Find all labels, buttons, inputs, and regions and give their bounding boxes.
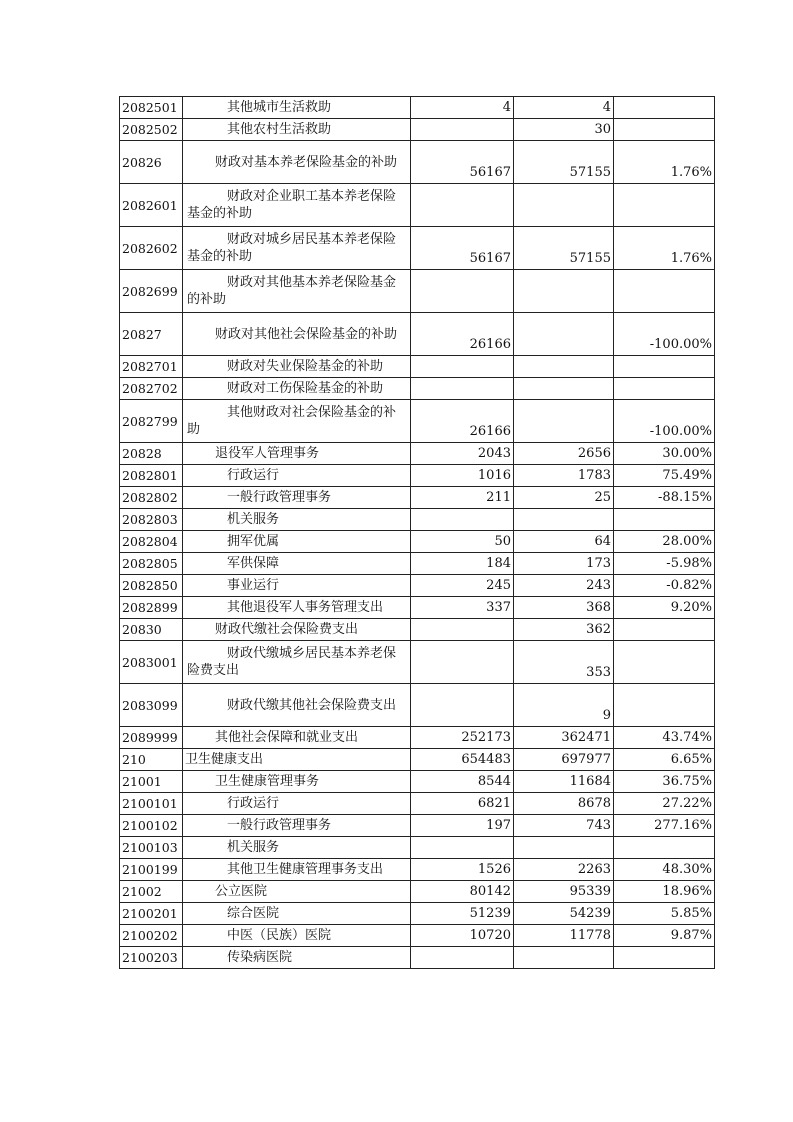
- row-value-2019-cell: 1526: [411, 859, 514, 881]
- table-row: [120, 793, 715, 815]
- row-value-2020-cell: 1783: [514, 465, 614, 487]
- row-name-cell: 行政运行: [183, 465, 411, 487]
- table-row: [120, 356, 715, 378]
- row-name-cell: 财政对失业保险基金的补助: [183, 356, 411, 378]
- row-value-2019-cell: 337: [411, 597, 514, 619]
- row-change-cell: -100.00%: [614, 313, 715, 356]
- row-name-cell: 拥军优属: [183, 531, 411, 553]
- row-code-cell: 2082501: [120, 97, 183, 119]
- table-row: [120, 727, 715, 749]
- row-value-2019-cell: 8544: [411, 771, 514, 793]
- row-code-cell: 2082502: [120, 119, 183, 141]
- row-name-cell: 其他退役军人事务管理支出: [183, 597, 411, 619]
- table-row: [120, 509, 715, 531]
- row-change-cell: -5.98%: [614, 553, 715, 575]
- row-value-2019-cell: [411, 947, 514, 969]
- row-value-2020-cell: 2656: [514, 443, 614, 465]
- row-name-cell: 其他社会保障和就业支出: [183, 727, 411, 749]
- row-value-2019-cell: [411, 356, 514, 378]
- row-name-cell: 财政代缴社会保险费支出: [183, 619, 411, 641]
- row-name-cell: 财政对企业职工基本养老保险基金的补助: [183, 184, 411, 227]
- row-code-cell: 2082805: [120, 553, 183, 575]
- row-code-cell: 2089999: [120, 727, 183, 749]
- row-name-cell: 机关服务: [183, 837, 411, 859]
- row-code-cell: 2082899: [120, 597, 183, 619]
- row-code-cell: 2082799: [120, 400, 183, 443]
- table-row: [120, 771, 715, 793]
- row-change-cell: [614, 619, 715, 641]
- table-row: [120, 531, 715, 553]
- row-value-2020-cell: 57155: [514, 141, 614, 184]
- table-row: [120, 881, 715, 903]
- row-name-cell: 财政对城乡居民基本养老保险基金的补助: [183, 227, 411, 270]
- row-value-2020-cell: 4: [514, 97, 614, 119]
- row-value-2020-cell: 54239: [514, 903, 614, 925]
- row-value-2020-cell: 30: [514, 119, 614, 141]
- row-value-2020-cell: [514, 378, 614, 400]
- row-value-2020-cell: 8678: [514, 793, 614, 815]
- table-row: [120, 597, 715, 619]
- row-name-cell: 传染病医院: [183, 947, 411, 969]
- row-name-cell: 综合医院: [183, 903, 411, 925]
- row-change-cell: 1.76%: [614, 227, 715, 270]
- table-row: [120, 400, 715, 443]
- row-change-cell: -100.00%: [614, 400, 715, 443]
- row-change-cell: 9.20%: [614, 597, 715, 619]
- row-change-cell: [614, 97, 715, 119]
- row-value-2020-cell: [514, 270, 614, 313]
- row-code-cell: 20827: [120, 313, 183, 356]
- table-row: [120, 619, 715, 641]
- row-value-2019-cell: 10720: [411, 925, 514, 947]
- table-row: [120, 313, 715, 356]
- row-value-2020-cell: 9: [514, 684, 614, 727]
- row-code-cell: 2100203: [120, 947, 183, 969]
- row-change-cell: [614, 837, 715, 859]
- row-name-cell: 中医（民族）医院: [183, 925, 411, 947]
- row-name-cell: 公立医院: [183, 881, 411, 903]
- row-value-2020-cell: 25: [514, 487, 614, 509]
- row-change-cell: 27.22%: [614, 793, 715, 815]
- row-code-cell: 2100102: [120, 815, 183, 837]
- table-row: [120, 947, 715, 969]
- row-value-2020-cell: 11778: [514, 925, 614, 947]
- row-value-2020-cell: [514, 947, 614, 969]
- row-value-2019-cell: 26166: [411, 313, 514, 356]
- row-change-cell: [614, 378, 715, 400]
- table-row: [120, 184, 715, 227]
- row-code-cell: 2100103: [120, 837, 183, 859]
- row-change-cell: 48.30%: [614, 859, 715, 881]
- row-change-cell: -88.15%: [614, 487, 715, 509]
- row-value-2019-cell: 654483: [411, 749, 514, 771]
- row-code-cell: 2082701: [120, 356, 183, 378]
- table-row: [120, 684, 715, 727]
- row-change-cell: -0.82%: [614, 575, 715, 597]
- row-value-2019-cell: [411, 270, 514, 313]
- row-name-cell: 一般行政管理事务: [183, 487, 411, 509]
- row-value-2019-cell: [411, 119, 514, 141]
- table-row: [120, 925, 715, 947]
- row-code-cell: 2082850: [120, 575, 183, 597]
- row-change-cell: 75.49%: [614, 465, 715, 487]
- row-value-2020-cell: 362: [514, 619, 614, 641]
- row-change-cell: [614, 509, 715, 531]
- row-name-cell: 其他城市生活救助: [183, 97, 411, 119]
- row-change-cell: 277.16%: [614, 815, 715, 837]
- row-value-2019-cell: [411, 619, 514, 641]
- row-code-cell: 2100199: [120, 859, 183, 881]
- row-name-cell: 其他农村生活救助: [183, 119, 411, 141]
- row-value-2019-cell: [411, 684, 514, 727]
- row-change-cell: 28.00%: [614, 531, 715, 553]
- row-change-cell: 30.00%: [614, 443, 715, 465]
- row-change-cell: [614, 641, 715, 684]
- row-code-cell: 2082804: [120, 531, 183, 553]
- table-row: [120, 97, 715, 119]
- row-name-cell: 退役军人管理事务: [183, 443, 411, 465]
- row-name-cell: 财政对其他基本养老保险基金的补助: [183, 270, 411, 313]
- row-value-2019-cell: 56167: [411, 141, 514, 184]
- row-value-2019-cell: 2043: [411, 443, 514, 465]
- row-value-2019-cell: [411, 837, 514, 859]
- row-name-cell: 行政运行: [183, 793, 411, 815]
- row-value-2019-cell: 56167: [411, 227, 514, 270]
- row-name-cell: 卫生健康支出: [183, 749, 411, 771]
- row-value-2020-cell: [514, 400, 614, 443]
- row-value-2019-cell: 80142: [411, 881, 514, 903]
- table-row: [120, 119, 715, 141]
- row-value-2019-cell: 50: [411, 531, 514, 553]
- row-change-cell: 36.75%: [614, 771, 715, 793]
- row-value-2020-cell: 95339: [514, 881, 614, 903]
- table-row: [120, 575, 715, 597]
- row-change-cell: [614, 270, 715, 313]
- budget-table: [119, 96, 715, 969]
- table-row: [120, 859, 715, 881]
- row-name-cell: 其他财政对社会保险基金的补助: [183, 400, 411, 443]
- row-code-cell: 2082801: [120, 465, 183, 487]
- row-code-cell: 2100101: [120, 793, 183, 815]
- row-change-cell: [614, 947, 715, 969]
- row-value-2019-cell: 211: [411, 487, 514, 509]
- row-value-2019-cell: 26166: [411, 400, 514, 443]
- row-code-cell: 2100202: [120, 925, 183, 947]
- table-row: [120, 749, 715, 771]
- row-code-cell: 2082803: [120, 509, 183, 531]
- row-change-cell: [614, 119, 715, 141]
- row-code-cell: 2083001: [120, 641, 183, 684]
- row-name-cell: 军供保障: [183, 553, 411, 575]
- row-change-cell: 1.76%: [614, 141, 715, 184]
- table-row: [120, 227, 715, 270]
- row-value-2019-cell: [411, 378, 514, 400]
- row-change-cell: 18.96%: [614, 881, 715, 903]
- row-value-2019-cell: [411, 641, 514, 684]
- row-value-2020-cell: 697977: [514, 749, 614, 771]
- row-change-cell: 6.65%: [614, 749, 715, 771]
- row-value-2020-cell: 743: [514, 815, 614, 837]
- table-row: [120, 553, 715, 575]
- row-value-2020-cell: [514, 184, 614, 227]
- row-value-2020-cell: 243: [514, 575, 614, 597]
- table-row: [120, 815, 715, 837]
- row-value-2020-cell: [514, 509, 614, 531]
- row-change-cell: [614, 684, 715, 727]
- row-value-2020-cell: 2263: [514, 859, 614, 881]
- row-name-cell: 财政对基本养老保险基金的补助: [183, 141, 411, 184]
- row-value-2019-cell: 51239: [411, 903, 514, 925]
- row-code-cell: 2082802: [120, 487, 183, 509]
- row-value-2020-cell: 353: [514, 641, 614, 684]
- row-change-cell: [614, 356, 715, 378]
- row-value-2019-cell: 1016: [411, 465, 514, 487]
- table-row: [120, 641, 715, 684]
- table-row: [120, 141, 715, 184]
- row-value-2020-cell: [514, 837, 614, 859]
- row-code-cell: 210: [120, 749, 183, 771]
- row-value-2020-cell: [514, 356, 614, 378]
- row-name-cell: 财政对工伤保险基金的补助: [183, 378, 411, 400]
- row-code-cell: 2083099: [120, 684, 183, 727]
- row-change-cell: 5.85%: [614, 903, 715, 925]
- row-change-cell: 43.74%: [614, 727, 715, 749]
- table-row: [120, 443, 715, 465]
- table-row: [120, 465, 715, 487]
- row-change-cell: 9.87%: [614, 925, 715, 947]
- row-value-2019-cell: 197: [411, 815, 514, 837]
- row-name-cell: 一般行政管理事务: [183, 815, 411, 837]
- row-value-2020-cell: 368: [514, 597, 614, 619]
- row-value-2019-cell: [411, 184, 514, 227]
- row-value-2019-cell: 184: [411, 553, 514, 575]
- row-change-cell: [614, 184, 715, 227]
- row-value-2019-cell: [411, 509, 514, 531]
- row-code-cell: 2100201: [120, 903, 183, 925]
- row-name-cell: 卫生健康管理事务: [183, 771, 411, 793]
- row-code-cell: 20826: [120, 141, 183, 184]
- row-code-cell: 21002: [120, 881, 183, 903]
- row-code-cell: 2082601: [120, 184, 183, 227]
- row-value-2019-cell: 6821: [411, 793, 514, 815]
- row-value-2020-cell: 173: [514, 553, 614, 575]
- budget-table-body: [120, 97, 715, 969]
- row-name-cell: 财政代缴城乡居民基本养老保险费支出: [183, 641, 411, 684]
- row-name-cell: 事业运行: [183, 575, 411, 597]
- row-code-cell: 2082702: [120, 378, 183, 400]
- row-code-cell: 20828: [120, 443, 183, 465]
- row-value-2020-cell: 11684: [514, 771, 614, 793]
- row-value-2019-cell: 4: [411, 97, 514, 119]
- row-code-cell: 2082602: [120, 227, 183, 270]
- row-code-cell: 2082699: [120, 270, 183, 313]
- row-name-cell: 财政代缴其他社会保险费支出: [183, 684, 411, 727]
- row-code-cell: 21001: [120, 771, 183, 793]
- row-value-2020-cell: 64: [514, 531, 614, 553]
- table-row: [120, 270, 715, 313]
- row-name-cell: 财政对其他社会保险基金的补助: [183, 313, 411, 356]
- row-value-2020-cell: 57155: [514, 227, 614, 270]
- row-code-cell: 20830: [120, 619, 183, 641]
- row-name-cell: 机关服务: [183, 509, 411, 531]
- table-row: [120, 378, 715, 400]
- row-value-2019-cell: 252173: [411, 727, 514, 749]
- row-value-2020-cell: 362471: [514, 727, 614, 749]
- row-value-2020-cell: [514, 313, 614, 356]
- table-row: [120, 903, 715, 925]
- table-row: [120, 837, 715, 859]
- row-name-cell: 其他卫生健康管理事务支出: [183, 859, 411, 881]
- row-value-2019-cell: 245: [411, 575, 514, 597]
- table-row: [120, 487, 715, 509]
